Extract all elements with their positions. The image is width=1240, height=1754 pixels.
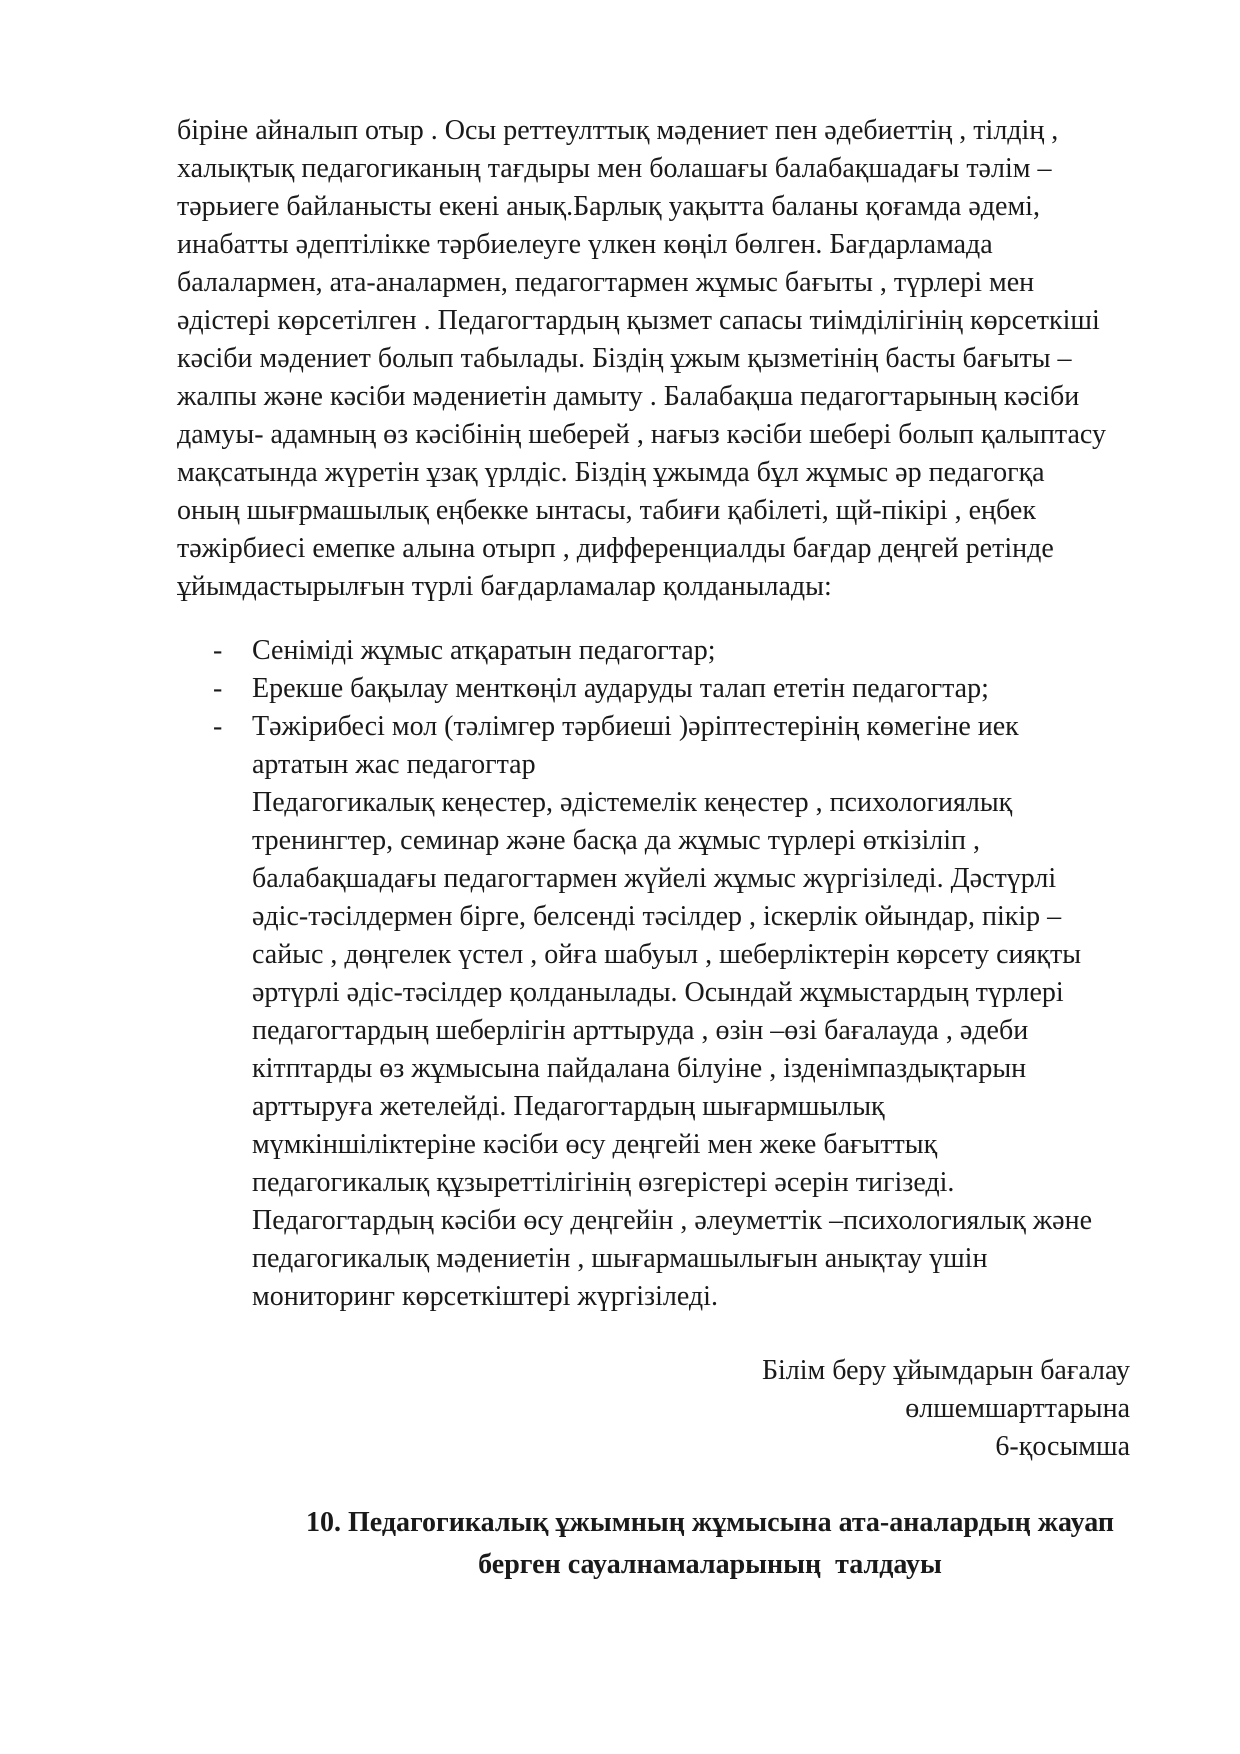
methods-line: балабақшадағы педагогтармен жүйелі жұмыс жүргізіледі. Дәстүрлі xyxy=(252,863,1057,894)
paragraph-line: жалпы және кәсіби мәдениетін дамыту . Балабақша педагогтарының кәсіби xyxy=(177,381,1080,412)
section-heading-line-2: берген сауалнамаларының талдауы xyxy=(478,1549,942,1580)
paragraph-line: халықтық педагогиканың тағдыры мен болашағы балабақшадағы тәлім – xyxy=(177,153,1052,184)
paragraph-line: инабатты әдептілікке тәрбиелеуге үлкен көңіл бөлген. Бағдарламада xyxy=(177,229,993,260)
list-bullet: - xyxy=(213,673,223,704)
paragraph-line: тәрьиеге байланысты екені анық.Барлық уақытта баланы қоғамда әдемі, xyxy=(177,191,1040,222)
methods-line: мүмкіншіліктеріне кәсіби өсу деңгейі мен жеке бағыттық xyxy=(252,1129,938,1160)
methods-paragraph xyxy=(252,784,1152,1316)
methods-line: Педагогтардың кәсіби өсу деңгейін , әлеуметтік –психологиялық және xyxy=(252,1205,1092,1236)
list-item xyxy=(177,632,1137,670)
methods-line: тренингтер, семинар және басқа да жұмыс түрлері өткізіліп , xyxy=(252,825,980,856)
paragraph-line: мақсатында жүретін ұзақ үрлдіс. Біздің ұжымда бұл жұмыс әр педагогқа xyxy=(177,457,1045,488)
methods-line: педагогикалық құзыреттілігінің өзгерістері әсерін тигізеді. xyxy=(252,1167,955,1198)
teacher-group-list xyxy=(177,632,1137,784)
methods-line: педагогикалық мәдениетін , шығармашылығын анықтау үшін xyxy=(252,1243,988,1274)
paragraph-line: әдістері көрсетілген . Педагогтардың қызмет сапасы тиімділігінің көрсеткіші xyxy=(177,305,1100,336)
methods-line: Педагогикалық кеңестер, әдістемелік кеңестер , психологиялық xyxy=(252,787,1013,818)
paragraph-line: кәсіби мәдениет болып табылады. Біздің ұжым қызметінің басты бағыты – xyxy=(177,343,1072,374)
list-bullet: - xyxy=(213,711,223,742)
attachment-line-1: Білім беру ұйымдарын бағалау xyxy=(761,1355,1130,1386)
list-item-text: Тәжірибесі мол (тәлімгер тәрбиеші )әріптестерінің көмегіне иек xyxy=(252,711,1019,742)
methods-line: әдіс-тәсілдермен бірге, белсенді тәсілдер , іскерлік ойындар, пікір – xyxy=(252,901,1062,932)
attachment-line-2: өлшемшарттарына xyxy=(905,1393,1130,1424)
paragraph-line: балалармен, ата-аналармен, педагогтармен жұмыс бағыты , түрлері мен xyxy=(177,267,1035,298)
methods-line: әртүрлі әдіс-тәсілдер қолданылады. Осындай жұмыстардың түрлері xyxy=(252,977,1064,1008)
list-item xyxy=(177,670,1137,708)
list-item-text: Сеніміді жұмыс атқаратын педагогтар; xyxy=(252,635,716,666)
methods-line: кітптарды өз жұмысына пайдалана білуіне , ізденімпаздықтарын xyxy=(252,1053,1027,1084)
attachment-reference xyxy=(762,1352,1130,1466)
methods-line: арттыруға жетелейді. Педагогтардың шығармшылық xyxy=(252,1091,885,1122)
paragraph-line: біріне айналып отыр . Осы реттеулттық мәдениет пен әдебиеттің , тілдің , xyxy=(177,115,1059,146)
list-item-text: Ерекше бақылау менткөңіл аударуды талап ететін педагогтар; xyxy=(252,673,989,704)
intro-paragraph xyxy=(177,112,1137,606)
paragraph-line: дамуы- адамның өз кәсібінің шеберей , нағыз кәсіби шебері болып қалыптасу xyxy=(177,419,1106,450)
attachment-line-3: 6-қосымша xyxy=(995,1431,1130,1462)
list-item-text: артатын жас педагогтар xyxy=(252,749,536,780)
methods-line: мониторинг көрсеткіштері жүргізіледі. xyxy=(252,1281,718,1312)
list-item xyxy=(177,708,1137,784)
methods-line: сайыс , дөңгелек үстел , ойға шабуыл , шеберліктерін көрсету сияқты xyxy=(252,939,1082,970)
list-bullet: - xyxy=(213,635,223,666)
paragraph-line: ұйымдастырылғын түрлі бағдарламалар қолданылады: xyxy=(177,571,832,602)
methods-line: педагогтардың шеберлігін арттыруда , өзін –өзі бағалауда , әдеби xyxy=(252,1015,1029,1046)
section-heading xyxy=(250,1502,1170,1586)
paragraph-line: тәжірбиесі емепке алына отырп , дифференциалды бағдар деңгей ретінде xyxy=(177,533,1054,564)
section-heading-line-1: 10. Педагогикалық ұжымның жұмысына ата-аналардың жауап xyxy=(306,1507,1114,1538)
paragraph-line: оның шығрмашылық еңбекке ынтасы, табиғи қабілеті, щй-пікірі , еңбек xyxy=(177,495,1036,526)
